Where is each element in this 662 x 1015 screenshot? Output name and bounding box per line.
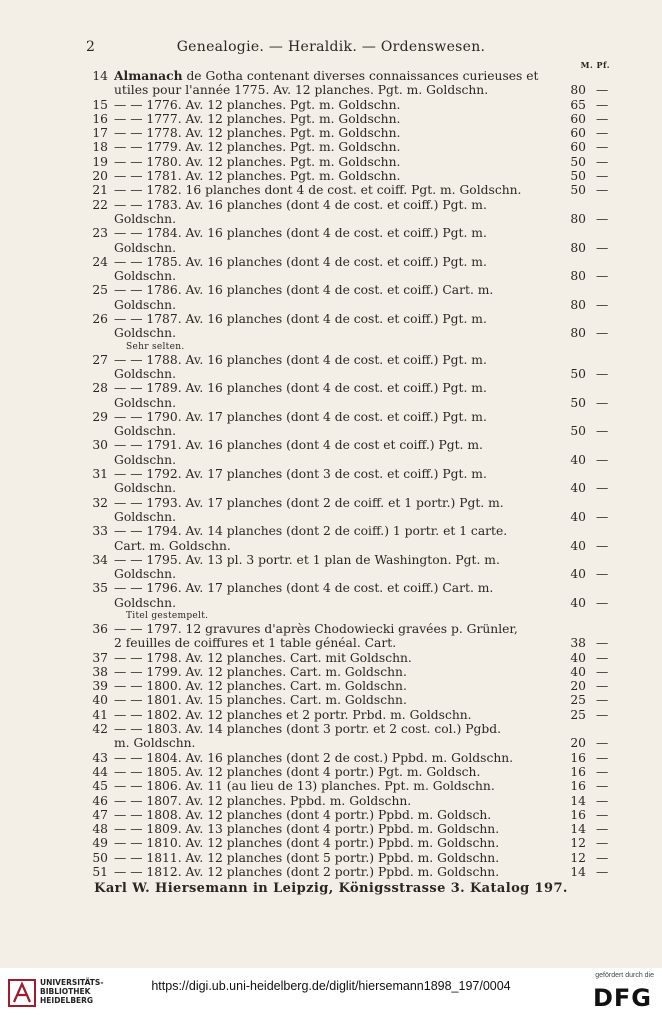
catalog-entry [86,312,612,326]
price-pfennig: — [596,595,609,610]
catalog-entry [86,467,612,481]
entry-text: Cart. m. Goldschn. [114,538,231,553]
price-pfennig: — [596,169,609,184]
entry-number: 45 [92,779,108,794]
entry-text: — — 1795. Av. 13 pl. 3 portr. et 1 plan de Washington. Pgt. m. [114,552,500,567]
price-pfennig: — [596,822,609,837]
entry-text: Goldschn. [114,326,176,341]
entry-number: 41 [92,707,108,722]
catalog-entry [86,751,612,765]
entry-text: — — 1790. Av. 17 planches (dont 4 de cost. et coiff.) Pgt. m. [114,409,487,424]
catalog-entry [86,98,612,112]
entry-number: 26 [92,312,108,327]
price-pfennig: — [596,297,609,312]
catalog-entry [86,665,612,679]
entry-number: 30 [92,438,108,453]
price-marks: 65 [570,97,586,112]
price-marks: 50 [570,395,586,410]
entry-text: — — 1805. Av. 12 planches (dont 4 portr.) Pgt. m. Goldsch. [114,764,481,779]
entry-text: — — 1794. Av. 14 planches (dont 2 de coiff.) 1 portr. et 1 carte. [114,524,508,539]
entry-text: — — 1784. Av. 16 planches (dont 4 de cost. et coiff.) Pgt. m. [114,226,487,241]
page-number: 2 [86,39,95,55]
catalog-entry [86,553,612,567]
entry-text: utiles pour l'année 1775. Av. 12 planches. Pgt. m. Goldschn. [114,83,489,98]
entry-number: 44 [92,764,108,779]
entry-text: Almanach de Gotha contenant diverses connaissances curieuses et [114,69,539,83]
entry-number: 16 [92,111,108,126]
entry-text: — — 1812. Av. 12 planches (dont 2 portr.) Ppbd. m. Goldschn. [114,865,500,880]
price-pfennig: — [596,750,609,765]
entry-text: Goldschn. [114,595,176,610]
entry-number: 25 [92,283,108,298]
entry-number: 14 [92,69,108,83]
entry-text: — — 1786. Av. 16 planches (dont 4 de cost. et coiff.) Cart. m. [114,283,494,298]
entry-number: 35 [92,581,108,596]
catalog-entry [86,226,612,240]
entry-text: — — 1802. Av. 12 planches et 2 portr. Prbd. m. Goldschn. [114,707,472,722]
catalog-entry-continuation [86,83,612,97]
catalog-entry [86,410,612,424]
catalog-entry [86,353,612,367]
entry-number: 20 [92,169,108,184]
entry-text: — — 1807. Av. 12 planches. Ppbd. m. Goldschn. [114,793,412,808]
catalog-entry [86,808,612,822]
entry-text: — — 1804. Av. 16 planches (dont 2 de cost.) Ppbd. m. Goldschn. [114,750,514,765]
catalog-entry-continuation [86,326,612,340]
price-pfennig: — [596,326,609,341]
catalog-entry [86,283,612,297]
catalog-entry [86,438,612,452]
library-name-line: BIBLIOTHEK [40,987,91,996]
price-marks: 40 [570,509,586,524]
catalog-entry [86,779,612,793]
entry-text: — — 1808. Av. 12 planches (dont 4 portr.) Ppbd. m. Goldsch. [114,807,492,822]
catalog-entry [86,851,612,865]
entry-text: — — 1788. Av. 16 planches (dont 4 de cost. et coiff.) Pgt. m. [114,352,487,367]
catalog-entry [86,822,612,836]
price-pfennig: — [596,97,609,112]
catalog-entry [86,169,612,183]
catalog-entry [86,765,612,779]
entry-number: 23 [92,226,108,241]
price-marks: 80 [570,83,586,98]
price-pfennig: — [596,126,609,141]
catalog-entry [86,722,612,736]
viewer-bottom-bar [0,968,662,1015]
price-pfennig: — [596,83,609,98]
entry-text: Goldschn. [114,567,176,582]
price-pfennig: — [596,693,609,708]
price-pfennig: — [596,269,609,284]
entry-text: — — 1777. Av. 12 planches. Pgt. m. Goldschn. [114,111,401,126]
catalog-entry [86,381,612,395]
entry-number: 27 [92,352,108,367]
entry-note: Sehr selten. [126,341,185,352]
price-pfennig: — [596,452,609,467]
catalog-entry [86,126,612,140]
catalog-entry [86,794,612,808]
price-marks: 60 [570,126,586,141]
price-pfennig: — [596,154,609,169]
library-name-line: HEIDELBERG [40,996,94,1005]
catalog-entry-continuation [86,212,612,226]
price-marks: 80 [570,269,586,284]
entry-number: 18 [92,140,108,155]
price-marks: 14 [570,822,586,837]
entry-text: — — 1783. Av. 16 planches (dont 4 de cost. et coiff.) Pgt. m. [114,197,487,212]
price-pfennig: — [596,481,609,496]
entry-number: 19 [92,154,108,169]
price-pfennig: — [596,424,609,439]
price-pfennig: — [596,111,609,126]
entry-text: — — 1789. Av. 16 planches (dont 4 de cost. et coiff.) Pgt. m. [114,381,487,396]
catalog-entry [86,693,612,707]
library-name-line: UNIVERSITÄTS- [40,978,104,987]
entry-text: — — 1796. Av. 17 planches (dont 4 de cost. et coiff.) Cart. m. [114,581,494,596]
price-marks: 60 [570,111,586,126]
catalog-entries [86,69,612,879]
price-pfennig: — [596,807,609,822]
price-marks: 50 [570,424,586,439]
entry-title: Almanach [114,69,183,83]
entry-text: — — 1799. Av. 12 planches. Cart. m. Goldschn. [114,664,407,679]
dfg-logo: DFG [592,984,652,1012]
catalog-entry [86,69,612,83]
entry-text: — — 1809. Av. 13 planches (dont 4 portr.) Ppbd. m. Goldschn. [114,822,500,837]
price-marks: 40 [570,595,586,610]
entry-text: — — 1797. 12 gravures d'après Chodowiecki gravées p. Grünler, [114,621,518,636]
source-url-link[interactable]: https://digi.ub.uni-heidelberg.de/diglit/hiersemann1898_197/0004 [151,979,511,993]
entry-number: 32 [92,495,108,510]
entry-number: 51 [92,865,108,880]
price-marks: 25 [570,707,586,722]
entry-note: Titel gestempelt. [126,610,209,621]
price-marks: 80 [570,240,586,255]
price-pfennig: — [596,395,609,410]
entry-text: m. Goldschn. [114,736,196,751]
price-marks: 16 [570,764,586,779]
entry-text: — — 1803. Av. 14 planches (dont 3 portr. et 2 cost. col.) Pgbd. [114,722,501,737]
catalog-entry [86,581,612,595]
catalog-entry [86,651,612,665]
price-pfennig: — [596,836,609,851]
entry-text: — — 1806. Av. 11 (au lieu de 13) planches. Ppt. m. Goldschn. [114,779,495,794]
catalog-entry-continuation [86,367,612,381]
entry-number: 38 [92,664,108,679]
price-marks: 40 [570,452,586,467]
entry-text: — — 1810. Av. 12 planches (dont 4 portr.) Ppbd. m. Goldschn. [114,836,500,851]
price-marks: 40 [570,650,586,665]
price-marks: 50 [570,169,586,184]
catalog-entry-continuation [86,539,612,553]
catalog-entry-continuation [86,269,612,283]
price-pfennig: — [596,793,609,808]
price-pfennig: — [596,664,609,679]
price-marks: 20 [570,679,586,694]
entry-text: Goldschn. [114,240,176,255]
price-marks: 14 [570,793,586,808]
price-marks: 25 [570,693,586,708]
entry-text: Goldschn. [114,269,176,284]
entry-number: 49 [92,836,108,851]
entry-text: — — 1791. Av. 16 planches (dont 4 de cost et coiff.) Pgt. m. [114,438,483,453]
entry-text: Goldschn. [114,424,176,439]
price-marks: 40 [570,567,586,582]
entry-number: 50 [92,850,108,865]
price-pfennig: — [596,509,609,524]
entry-text: — — 1779. Av. 12 planches. Pgt. m. Goldschn. [114,140,401,155]
price-marks: 60 [570,140,586,155]
entry-text: Goldschn. [114,509,176,524]
price-marks: 16 [570,750,586,765]
price-pfennig: — [596,140,609,155]
entry-number: 29 [92,409,108,424]
catalog-entry-continuation [86,241,612,255]
catalog-entry [86,865,612,879]
entry-number: 37 [92,650,108,665]
catalog-entry-continuation [86,736,612,750]
catalog-entry [86,622,612,636]
price-marks: 12 [570,836,586,851]
price-pfennig: — [596,736,609,751]
entry-number: 31 [92,467,108,482]
catalog-entry-continuation [86,424,612,438]
price-pfennig: — [596,240,609,255]
catalog-entry [86,155,612,169]
entry-text: — — 1781. Av. 12 planches. Pgt. m. Goldschn. [114,169,401,184]
price-pfennig: — [596,764,609,779]
price-marks: 12 [570,850,586,865]
catalog-entry [86,140,612,154]
price-pfennig: — [596,538,609,553]
entry-text: — — 1798. Av. 12 planches. Cart. mit Goldschn. [114,650,412,665]
entry-text: — — 1782. 16 planches dont 4 de cost. et coiff. Pgt. m. Goldschn. [114,183,522,198]
catalog-entry [86,183,612,197]
entry-number: 17 [92,126,108,141]
entry-text: 2 feuilles de coiffures et 1 table généal. Cart. [114,636,397,651]
price-pfennig: — [596,211,609,226]
publisher-footer: Karl W. Hiersemann in Leipzig, Königsstrasse 3. Katalog 197. [94,881,568,896]
price-marks: 50 [570,183,586,198]
entry-text: Goldschn. [114,452,176,467]
price-pfennig: — [596,850,609,865]
price-marks: 16 [570,807,586,822]
entry-number: 46 [92,793,108,808]
price-pfennig: — [596,366,609,381]
entry-text: Goldschn. [114,395,176,410]
catalog-entry [86,255,612,269]
price-marks: 40 [570,481,586,496]
page-header [0,39,662,57]
entry-text: — — 1776. Av. 12 planches. Pgt. m. Goldschn. [114,97,401,112]
catalog-entry [86,112,612,126]
price-pfennig: — [596,567,609,582]
catalog-entry-continuation [86,481,612,495]
entry-text: — — 1780. Av. 12 planches. Pgt. m. Goldschn. [114,154,401,169]
entry-number: 33 [92,524,108,539]
price-pfennig: — [596,865,609,880]
price-marks: 80 [570,297,586,312]
entry-text: — — 1800. Av. 12 planches. Cart. m. Goldschn. [114,679,407,694]
entry-text: — — 1785. Av. 16 planches (dont 4 de cost. et coiff.) Pgt. m. [114,254,487,269]
entry-text: — — 1792. Av. 17 planches (dont 3 de cost. et coiff.) Pgt. m. [114,467,487,482]
catalog-entry-continuation [86,396,612,410]
price-marks: 80 [570,211,586,226]
entry-text: Goldschn. [114,366,176,381]
price-marks: 20 [570,736,586,751]
catalog-entry [86,524,612,538]
catalog-entry-continuation [86,567,612,581]
entry-text: — — 1793. Av. 17 planches (dont 2 de coiff. et 1 portr.) Pgt. m. [114,495,504,510]
catalog-entry [86,679,612,693]
catalog-entry-continuation [86,298,612,312]
price-marks: 50 [570,366,586,381]
price-marks: 16 [570,779,586,794]
entry-number: 40 [92,693,108,708]
price-pfennig: — [596,183,609,198]
catalog-entry [86,496,612,510]
price-marks: 80 [570,326,586,341]
entry-number: 28 [92,381,108,396]
catalog-entry-continuation [86,453,612,467]
funded-by-label: gefördert durch die [595,972,654,979]
price-marks: 40 [570,538,586,553]
entry-text: Goldschn. [114,481,176,496]
entry-number: 42 [92,722,108,737]
catalog-entry-continuation [86,510,612,524]
entry-text: — — 1801. Av. 15 planches. Cart. m. Goldschn. [114,693,407,708]
entry-text: Goldschn. [114,297,176,312]
catalog-entry [86,708,612,722]
price-column-header: M. Pf. [580,60,610,70]
price-marks: 14 [570,865,586,880]
entry-text: — — 1778. Av. 12 planches. Pgt. m. Goldschn. [114,126,401,141]
entry-text: Goldschn. [114,211,176,226]
price-pfennig: — [596,779,609,794]
entry-number: 47 [92,807,108,822]
price-pfennig: — [596,679,609,694]
catalog-entry-continuation [86,596,612,610]
catalog-entry [86,198,612,212]
entry-number: 39 [92,679,108,694]
entry-number: 34 [92,552,108,567]
entry-number: 48 [92,822,108,837]
page-title: Genealogie. — Heraldik. — Ordenswesen. [176,39,486,55]
price-marks: 40 [570,664,586,679]
entry-number: 36 [92,621,108,636]
entry-number: 21 [92,183,108,198]
price-pfennig: — [596,650,609,665]
price-pfennig: — [596,707,609,722]
entry-number: 24 [92,254,108,269]
entry-text: — — 1787. Av. 16 planches (dont 4 de cost. et coiff.) Pgt. m. [114,312,487,327]
price-marks: 38 [570,636,586,651]
entry-number: 15 [92,97,108,112]
entry-number: 43 [92,750,108,765]
entry-text: — — 1811. Av. 12 planches (dont 5 portr.) Ppbd. m. Goldschn. [114,850,500,865]
entry-number: 22 [92,197,108,212]
catalog-entry-continuation [86,636,612,650]
price-pfennig: — [596,636,609,651]
catalog-entry [86,836,612,850]
price-marks: 50 [570,154,586,169]
